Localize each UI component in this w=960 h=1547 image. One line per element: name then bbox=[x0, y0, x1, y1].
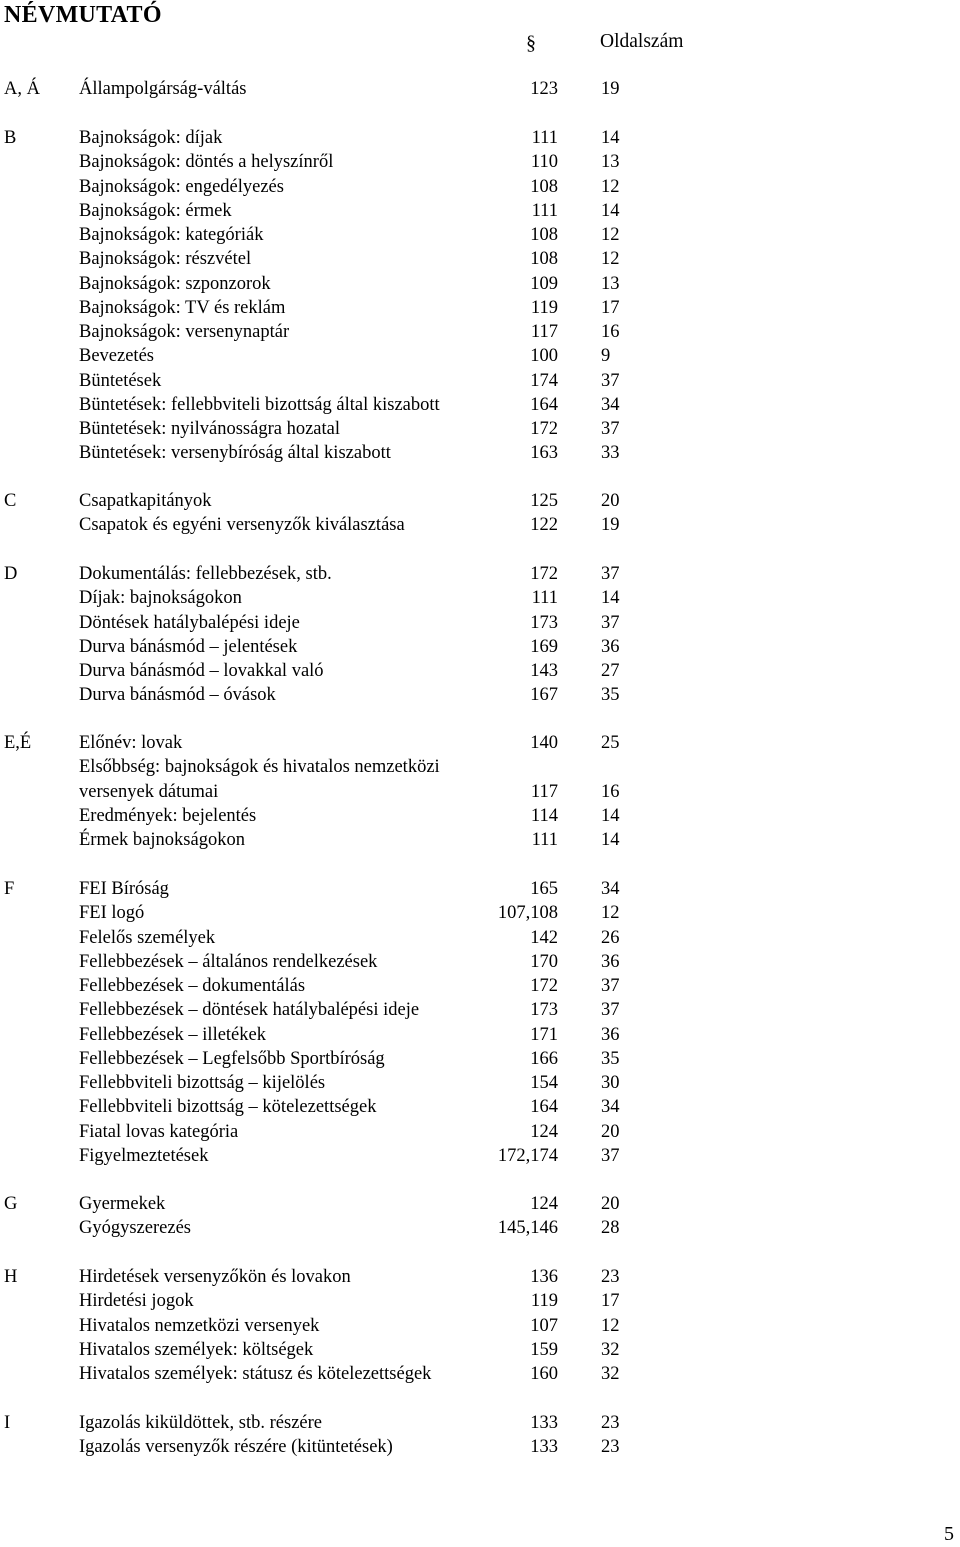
index-entry-section: 100 bbox=[530, 346, 558, 367]
index-entry-term: Büntetések: fellebbviteli bizottság által kiszabott bbox=[79, 394, 440, 415]
index-entry-section: 108 bbox=[530, 249, 558, 270]
index-entry-page: 12 bbox=[601, 249, 620, 270]
index-entry-section: 172 bbox=[530, 564, 558, 584]
index-entry-section: 174 bbox=[530, 370, 558, 391]
index-letter: A, Á bbox=[4, 79, 40, 99]
index-entry-term: Bajnokságok: díjak bbox=[79, 128, 223, 148]
index-entry-page: 9 bbox=[601, 346, 611, 367]
index-entry-page: 34 bbox=[601, 394, 620, 415]
index-entry-term: FEI logó bbox=[79, 903, 145, 924]
index-entry-section: 119 bbox=[530, 297, 558, 318]
index-entry-term: Elsőbbség: bajnokságok és hivatalos nemzetközi bbox=[79, 757, 440, 778]
index-entry-term: Fellebbezések – dokumentálás bbox=[79, 976, 306, 996]
index-entry-page: 26 bbox=[601, 927, 620, 948]
index-entry-section: 109 bbox=[530, 273, 558, 294]
index-entry-term: Durva bánásmód – óvások bbox=[79, 685, 276, 706]
index-entry-section: 107 bbox=[530, 1315, 558, 1336]
index-entry-page: 34 bbox=[601, 879, 620, 899]
index-entry-page: 20 bbox=[601, 1194, 620, 1214]
page-number: 5 bbox=[944, 1523, 954, 1545]
index-entry-section: 111 bbox=[531, 588, 558, 609]
index-entry-page: 16 bbox=[601, 781, 620, 802]
index-entry-page: 14 bbox=[601, 830, 620, 850]
index-entry-term: Dokumentálás: fellebbezések, stb. bbox=[79, 564, 332, 584]
index-entry-term: Bajnokságok: részvétel bbox=[79, 249, 252, 270]
index-entry-section: 164 bbox=[530, 1097, 558, 1118]
index-entry-page: 35 bbox=[601, 685, 620, 706]
index-entry-term: Bajnokságok: szponzorok bbox=[79, 273, 271, 294]
index-entry-term: Bajnokságok: TV és reklám bbox=[79, 297, 286, 318]
index-letter: F bbox=[4, 879, 15, 899]
index-entry-term: Állampolgárság-váltás bbox=[79, 79, 247, 99]
index-entry-term: Gyógyszerezés bbox=[79, 1218, 191, 1239]
index-entry-section: 172 bbox=[530, 419, 558, 439]
index-entry-page: 14 bbox=[601, 200, 620, 221]
index-entry-page: 33 bbox=[601, 443, 620, 464]
index-entry-section: 117 bbox=[530, 781, 558, 802]
index-entry-section: 173 bbox=[530, 1000, 558, 1021]
index-entry-term: FEI Bíróság bbox=[79, 879, 169, 899]
index-entry-section: 164 bbox=[530, 394, 558, 415]
index-entry-term: Durva bánásmód – jelentések bbox=[79, 636, 298, 657]
page-column-header: Oldalszám bbox=[600, 31, 684, 52]
index-entry-section: 119 bbox=[530, 1291, 558, 1312]
page-title: NÉVMUTATÓ bbox=[4, 2, 162, 28]
index-entry-term: Büntetések: versenybíróság által kiszabott bbox=[79, 443, 391, 464]
index-entry-section: 172,174 bbox=[497, 1145, 558, 1166]
index-entry-term: Figyelmeztetések bbox=[79, 1145, 209, 1166]
index-entry-page: 19 bbox=[601, 515, 620, 536]
index-entry-page: 28 bbox=[601, 1218, 620, 1239]
index-entry-term: Csapatok és egyéni versenyzők kiválasztása bbox=[79, 515, 405, 536]
index-entry-term: Fiatal lovas kategória bbox=[79, 1121, 239, 1142]
index-entry-section: 136 bbox=[530, 1267, 558, 1287]
index-entry-term: Büntetések bbox=[79, 370, 162, 391]
index-entry-term: Bevezetés bbox=[79, 346, 154, 367]
index-entry-page: 37 bbox=[601, 370, 620, 391]
index-entry-section: 111 bbox=[531, 200, 558, 221]
index-entry-section: 107,108 bbox=[497, 903, 558, 924]
index-entry-page: 37 bbox=[601, 612, 620, 633]
index-entry-term: Fellebbviteli bizottság – kijelölés bbox=[79, 1073, 326, 1093]
index-entry-section: 165 bbox=[530, 879, 558, 899]
index-letter: I bbox=[4, 1413, 11, 1433]
index-entry-section: 166 bbox=[530, 1048, 558, 1069]
index-entry-page: 35 bbox=[601, 1048, 620, 1069]
index-entry-section: 170 bbox=[530, 951, 558, 972]
index-entry-section: 154 bbox=[530, 1073, 558, 1093]
index-entry-term: Hirdetések versenyzőkön és lovakon bbox=[79, 1267, 351, 1287]
index-entry-section: 173 bbox=[530, 612, 558, 633]
index-entry-page: 32 bbox=[601, 1339, 620, 1360]
index-entry-page: 12 bbox=[601, 225, 620, 245]
index-entry-section: 111 bbox=[531, 830, 558, 850]
index-entry-term: Gyermekek bbox=[79, 1194, 166, 1214]
index-entry-page: 30 bbox=[601, 1073, 620, 1093]
index-entry-term: Fellebbezések – illetékek bbox=[79, 1024, 266, 1045]
index-entry-section: 124 bbox=[530, 1121, 558, 1142]
index-entry-term: Fellebbezések – Legfelsőbb Sportbíróság bbox=[79, 1048, 385, 1069]
index-letter: G bbox=[4, 1194, 18, 1214]
index-entry-page: 13 bbox=[601, 152, 620, 173]
index-entry-page: 36 bbox=[601, 951, 620, 972]
index-entry-section: 142 bbox=[530, 927, 558, 948]
index-entry-page: 14 bbox=[601, 128, 620, 148]
index-entry-term: Bajnokságok: kategóriák bbox=[79, 225, 264, 245]
index-entry-page: 13 bbox=[601, 273, 620, 294]
index-entry-page: 37 bbox=[601, 419, 620, 439]
index-letter: C bbox=[4, 491, 17, 511]
index-entry-section: 110 bbox=[530, 152, 558, 173]
index-entry-section: 169 bbox=[530, 636, 558, 657]
index-entry-page: 23 bbox=[601, 1413, 620, 1433]
index-entry-term: Felelős személyek bbox=[79, 927, 216, 948]
index-entry-page: 37 bbox=[601, 976, 620, 996]
index-entry-term: Büntetések: nyilvánosságra hozatal bbox=[79, 419, 340, 439]
index-entry-term: Csapatkapitányok bbox=[79, 491, 212, 511]
index-entry-page: 17 bbox=[601, 297, 620, 318]
index-entry-page: 36 bbox=[601, 636, 620, 657]
index-entry-section: 114 bbox=[530, 805, 558, 826]
index-entry-term: Előnév: lovak bbox=[79, 733, 183, 753]
index-entry-section: 163 bbox=[530, 443, 558, 464]
index-entry-term: Bajnokságok: versenynaptár bbox=[79, 322, 290, 342]
index-entry-page: 37 bbox=[601, 1000, 620, 1021]
index-entry-page: 36 bbox=[601, 1024, 620, 1045]
index-entry-section: 172 bbox=[530, 976, 558, 996]
index-entry-section: 125 bbox=[530, 491, 558, 511]
index-entry-section: 133 bbox=[530, 1413, 558, 1433]
index-entry-term: Bajnokságok: döntés a helyszínről bbox=[79, 152, 334, 173]
index-entry-section: 133 bbox=[530, 1437, 558, 1458]
index-entry-section: 143 bbox=[530, 661, 558, 681]
index-entry-page: 16 bbox=[601, 322, 620, 342]
index-entry-page: 23 bbox=[601, 1437, 620, 1458]
index-entry-section: 160 bbox=[530, 1364, 558, 1384]
index-entry-page: 12 bbox=[601, 1315, 620, 1336]
index-entry-term: Hivatalos személyek: költségek bbox=[79, 1339, 314, 1360]
index-entry-section: 108 bbox=[530, 176, 558, 197]
index-entry-section: 145,146 bbox=[497, 1218, 558, 1239]
index-entry-term: Fellebbviteli bizottság – kötelezettségek bbox=[79, 1097, 377, 1118]
index-entry-page: 20 bbox=[601, 1121, 620, 1142]
index-entry-page: 20 bbox=[601, 491, 620, 511]
index-entry-term: Bajnokságok: engedélyezés bbox=[79, 176, 284, 197]
index-entry-section: 167 bbox=[530, 685, 558, 706]
index-entry-page: 27 bbox=[601, 661, 620, 681]
index-letter: D bbox=[4, 564, 18, 584]
index-entry-page: 25 bbox=[601, 733, 620, 753]
index-entry-term: versenyek dátumai bbox=[79, 781, 219, 802]
index-entry-term: Díjak: bajnokságokon bbox=[79, 588, 242, 609]
index-entry-section: 171 bbox=[530, 1024, 558, 1045]
index-letter: H bbox=[4, 1267, 18, 1287]
index-entry-page: 34 bbox=[601, 1097, 620, 1118]
index-entry-section: 117 bbox=[530, 322, 558, 342]
section-column-header: § bbox=[526, 32, 536, 54]
index-entry-page: 19 bbox=[601, 79, 620, 99]
index-entry-page: 17 bbox=[601, 1291, 620, 1312]
index-entry-page: 12 bbox=[601, 903, 620, 924]
index-entry-page: 14 bbox=[601, 805, 620, 826]
index-entry-page: 12 bbox=[601, 176, 620, 197]
index-entry-section: 111 bbox=[531, 128, 558, 148]
index-entry-page: 23 bbox=[601, 1267, 620, 1287]
index-entry-section: 124 bbox=[530, 1194, 558, 1214]
index-entry-term: Hivatalos nemzetközi versenyek bbox=[79, 1315, 320, 1336]
index-entry-term: Érmek bajnokságokon bbox=[79, 830, 245, 850]
index-entry-term: Döntések hatálybalépési ideje bbox=[79, 612, 300, 633]
index-entry-page: 37 bbox=[601, 1145, 620, 1166]
index-entry-section: 159 bbox=[530, 1339, 558, 1360]
index-entry-term: Hirdetési jogok bbox=[79, 1291, 194, 1312]
index-letter: B bbox=[4, 128, 17, 148]
index-entry-page: 37 bbox=[601, 564, 620, 584]
index-entry-section: 140 bbox=[530, 733, 558, 753]
index-entry-term: Fellebbezések – általános rendelkezések bbox=[79, 951, 378, 972]
index-entry-section: 123 bbox=[530, 79, 558, 99]
index-entry-page: 32 bbox=[601, 1364, 620, 1384]
index-entry-section: 108 bbox=[530, 225, 558, 245]
index-letter: E,É bbox=[4, 733, 32, 753]
index-entry-page: 14 bbox=[601, 588, 620, 609]
index-entry-term: Eredmények: bejelentés bbox=[79, 805, 257, 826]
index-entry-term: Bajnokságok: érmek bbox=[79, 200, 232, 221]
index-entry-term: Igazolás versenyzők részére (kitüntetések) bbox=[79, 1437, 393, 1458]
index-entry-term: Durva bánásmód – lovakkal való bbox=[79, 661, 324, 681]
index-entry-term: Hivatalos személyek: státusz és kötelezettségek bbox=[79, 1364, 432, 1384]
index-entry-term: Fellebbezések – döntések hatálybalépési ideje bbox=[79, 1000, 420, 1021]
index-entry-section: 122 bbox=[530, 515, 558, 536]
index-entry-term: Igazolás kiküldöttek, stb. részére bbox=[79, 1413, 322, 1433]
